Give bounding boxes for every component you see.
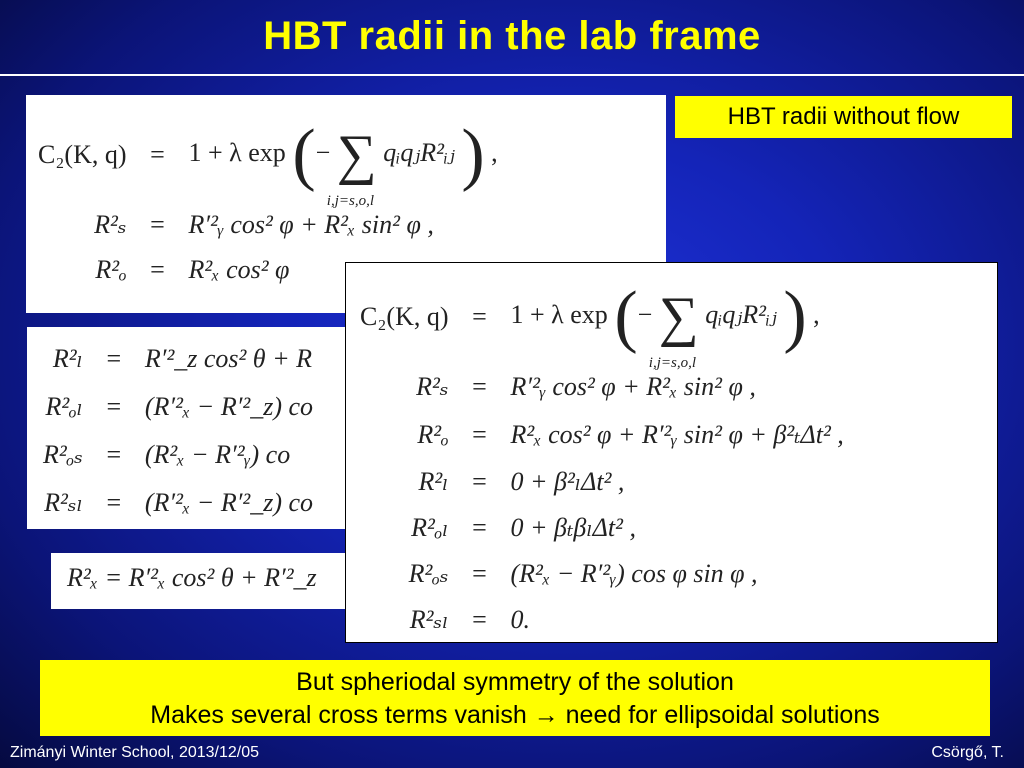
equals-sign: = xyxy=(472,467,487,496)
equals-sign: = xyxy=(150,210,165,239)
rl-lhs: R²ₗ xyxy=(52,344,83,373)
rsl-lhs: R²ₛₗ xyxy=(409,605,449,634)
rs-lhs: R²ₛ xyxy=(416,372,449,401)
ro-rhs: R²ₓ cos² φ + R′²ᵧ sin² φ + β²ₜΔt² , xyxy=(510,420,844,449)
equals-sign: = xyxy=(106,392,122,421)
c2-rhs: 1 + λ exp (− ∑ i,j=s,o,l qᵢqⱼR²ᵢⱼ ) , xyxy=(181,109,506,201)
equals-sign: = xyxy=(106,344,122,373)
equals-sign: = xyxy=(150,140,165,169)
sum-symbol: ∑ i,j=s,o,l xyxy=(659,297,699,337)
ros-lhs: R²ₒₛ xyxy=(408,559,449,588)
ros-rhs: (R²ₓ − R′²ᵧ) co xyxy=(144,440,291,469)
equation-panel-rx xyxy=(51,553,351,609)
title-divider xyxy=(0,74,1024,76)
equation-panel-without-flow xyxy=(345,262,998,643)
rsl-rhs: 0. xyxy=(510,605,530,634)
rsl-rhs: (R′²ₓ − R′²_z) co xyxy=(144,488,314,517)
rs-lhs: R²ₛ xyxy=(94,210,127,239)
rol-rhs: 0 + βₜβₗΔt² , xyxy=(510,513,636,542)
equals-sign: = xyxy=(472,513,487,542)
c2-rhs: 1 + λ exp (− ∑ i,j=s,o,l qᵢqⱼR²ᵢⱼ ) , xyxy=(503,271,852,363)
note-line-1: But spheriodal symmetry of the solution xyxy=(296,668,734,696)
rl-rhs: R′²_z cos² θ + R xyxy=(144,344,313,373)
sum-subscript: i,j=s,o,l xyxy=(648,355,697,371)
rs-rhs: R′²ᵧ cos² φ + R²ₓ sin² φ , xyxy=(188,210,434,239)
ros-lhs: R²ₒₛ xyxy=(43,440,83,469)
ro-lhs: R²ₒ xyxy=(95,255,127,284)
slide-title: HBT radii in the lab frame xyxy=(263,14,761,58)
equals-sign: = xyxy=(472,420,487,449)
right-paren: ) xyxy=(783,278,807,355)
equals-sign: = xyxy=(472,559,487,588)
sum-subscript: i,j=s,o,l xyxy=(326,193,375,209)
label-hbt-radii-without-flow: HBT radii without flow xyxy=(675,96,1012,138)
note-line-2: Makes several cross terms vanish → need for ellipsoidal solutions xyxy=(150,701,880,729)
left-paren: ( xyxy=(614,278,638,355)
equals-sign: = xyxy=(472,605,487,634)
left-paren: ( xyxy=(292,116,316,193)
equals-sign: = xyxy=(150,255,165,284)
sum-symbol: ∑ i,j=s,o,l xyxy=(337,135,377,175)
c2-lhs: C₂(K, q) xyxy=(38,140,127,169)
sum-term: qᵢqⱼR²ᵢⱼ xyxy=(705,299,777,329)
equals-sign: = xyxy=(472,302,487,331)
rl-rhs: 0 + β²ₗΔt² , xyxy=(510,467,625,496)
c2-exp: 1 + λ exp xyxy=(510,299,608,329)
ro-rhs: R²ₓ cos² φ xyxy=(188,255,290,284)
ros-rhs: (R²ₓ − R′²ᵧ) cos φ sin φ , xyxy=(510,559,758,588)
conclusion-note xyxy=(40,660,990,736)
ro-lhs: R²ₒ xyxy=(417,420,449,449)
equals-sign: = xyxy=(106,488,122,517)
rx-equation: R²ₓ = R′²ₓ cos² θ + R′²_z xyxy=(67,563,317,592)
rs-rhs: R′²ᵧ cos² φ + R²ₓ sin² φ , xyxy=(510,372,756,401)
rol-lhs: R²ₒₗ xyxy=(45,392,83,421)
c2-lhs: C₂(K, q) xyxy=(360,302,449,331)
footer-author: Csörgő, T. xyxy=(931,744,1004,761)
equals-sign: = xyxy=(472,372,487,401)
c2-exp: 1 + λ exp xyxy=(188,137,286,167)
sum-term: qᵢqⱼR²ᵢⱼ xyxy=(383,137,455,167)
rol-lhs: R²ₒₗ xyxy=(411,513,449,542)
rol-rhs: (R′²ₓ − R′²_z) co xyxy=(144,392,314,421)
equation-panel-cross-terms xyxy=(27,327,367,529)
footer-event: Zimányi Winter School, 2013/12/05 xyxy=(10,744,260,761)
rsl-lhs: R²ₛₗ xyxy=(44,488,83,517)
equals-sign: = xyxy=(106,440,122,469)
right-paren: ) xyxy=(461,116,485,193)
rl-lhs: R²ₗ xyxy=(418,467,449,496)
